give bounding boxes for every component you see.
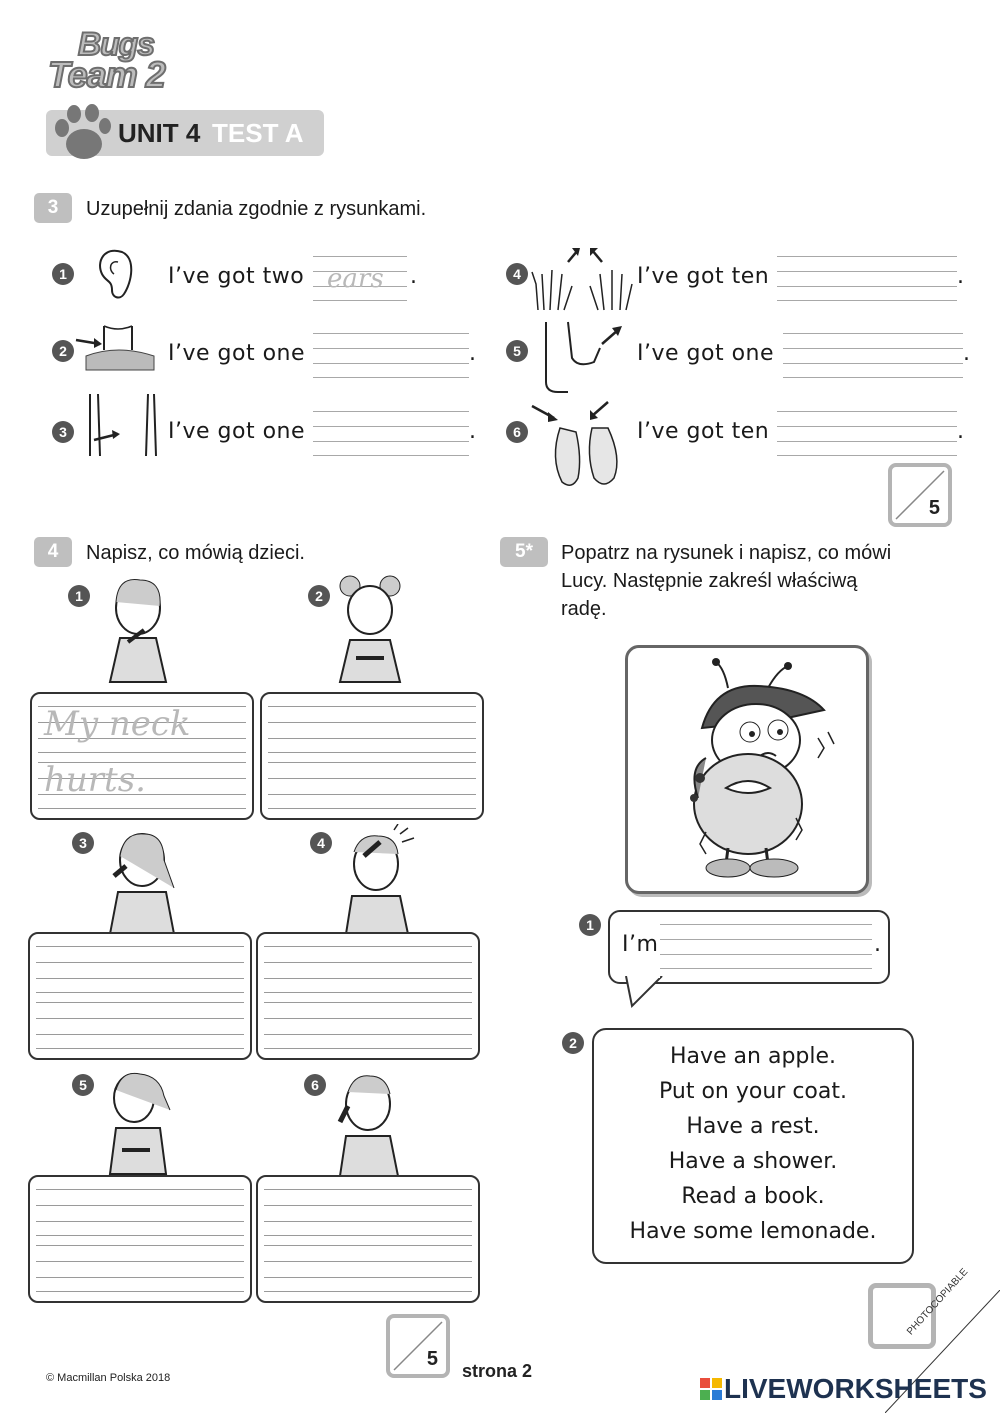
task3-item5-text: I’ve got one bbox=[637, 341, 775, 366]
task4-item1-answer-box[interactable] bbox=[30, 692, 254, 820]
task3-score-value: 5 bbox=[928, 497, 940, 519]
speech-bubble bbox=[608, 910, 890, 984]
task4-score-box[interactable] bbox=[386, 1314, 450, 1378]
logo-line2: Team 2 bbox=[48, 54, 165, 95]
task4-item6-answer-box[interactable] bbox=[256, 1175, 480, 1303]
task5-instruction-line3: radę. bbox=[561, 598, 607, 620]
task3-item5-number: 5 bbox=[506, 340, 528, 362]
task3-item6-answer[interactable] bbox=[777, 411, 957, 455]
task5-q2-number: 2 bbox=[562, 1032, 584, 1054]
girl-toothache-icon bbox=[94, 826, 194, 936]
photocopiable-label: PHOTOCOPIABLE bbox=[905, 1266, 971, 1338]
task3-item1-number: 1 bbox=[52, 263, 74, 285]
task3-item5-answer[interactable] bbox=[783, 333, 963, 377]
task3-item6-text: I’ve got ten bbox=[637, 419, 770, 444]
task4-item2-answer-box[interactable] bbox=[260, 692, 484, 820]
girl-stomach-ache-icon bbox=[330, 572, 410, 694]
paw-icon bbox=[50, 104, 114, 164]
task3-item6-number: 6 bbox=[506, 421, 528, 443]
copyright: © Macmillan Polska 2018 bbox=[46, 1372, 171, 1384]
boy-earache-icon bbox=[326, 1068, 406, 1178]
task4-item4-number: 4 bbox=[310, 832, 332, 854]
task3-item4-text: I’ve got ten bbox=[637, 264, 770, 289]
task5-instruction-line1: Popatrz na rysunek i napisz, co mówi bbox=[561, 542, 892, 564]
boy-headache-icon bbox=[334, 824, 424, 936]
task5-number: 5* bbox=[500, 537, 548, 567]
advice-option-3[interactable]: Have a rest. bbox=[686, 1114, 820, 1139]
task3-item3-text: I’ve got one bbox=[168, 419, 306, 444]
speech-bubble-tail bbox=[620, 976, 668, 1010]
fingers-icon bbox=[528, 244, 636, 314]
task4-item1-answer-line1: My neck bbox=[44, 704, 191, 744]
knee-icon bbox=[538, 318, 628, 396]
task5-q1-period: . bbox=[874, 932, 881, 957]
task3-item3-number: 3 bbox=[52, 421, 74, 443]
girl-backache-icon bbox=[100, 1066, 180, 1178]
task3-item4-answer[interactable] bbox=[777, 256, 957, 300]
advice-option-5[interactable]: Read a book. bbox=[681, 1184, 825, 1209]
task3-item1-text: I’ve got two bbox=[168, 264, 305, 289]
test-label: TEST A bbox=[212, 118, 304, 148]
ear-icon bbox=[92, 246, 134, 302]
task3-instruction: Uzupełnij zdania zgodnie z rysunkami. bbox=[86, 198, 427, 220]
task3-item1-answer[interactable] bbox=[313, 256, 407, 300]
liveworksheets-icon bbox=[700, 1378, 722, 1400]
task3-item3-period: . bbox=[469, 419, 476, 444]
advice-option-6[interactable]: Have some lemonade. bbox=[629, 1219, 877, 1244]
task3-number: 3 bbox=[34, 193, 72, 223]
task3-item3-answer[interactable] bbox=[313, 411, 469, 455]
task3-item4-number: 4 bbox=[506, 263, 528, 285]
task5-q1-answer[interactable] bbox=[660, 924, 872, 968]
task3-item2-text: I’ve got one bbox=[168, 341, 306, 366]
task4-instruction: Napisz, co mówią dzieci. bbox=[86, 542, 305, 564]
neck-icon bbox=[74, 320, 160, 374]
bugs-team-logo bbox=[48, 26, 198, 95]
task3-item2-answer[interactable] bbox=[313, 333, 469, 377]
liveworksheets-brand bbox=[700, 1373, 987, 1405]
task3-item6-period: . bbox=[957, 419, 964, 444]
task4-item1-answer-line2: hurts. bbox=[44, 760, 146, 800]
task4-item1-number: 1 bbox=[68, 585, 90, 607]
task4-item3-number: 3 bbox=[72, 832, 94, 854]
liveworksheets-text: LIVEWORKSHEETS bbox=[724, 1373, 987, 1404]
task4-score-value: 5 bbox=[426, 1348, 438, 1370]
task5-instruction-line2: Lucy. Następnie zakreśl właściwą bbox=[561, 570, 858, 592]
advice-option-4[interactable]: Have a shower. bbox=[668, 1149, 838, 1174]
lucy-picture-frame bbox=[625, 645, 869, 894]
task3-item2-period: . bbox=[469, 341, 476, 366]
task3-item4-period: . bbox=[957, 264, 964, 289]
task3-item1-period: . bbox=[410, 264, 417, 289]
task3-item2-number: 2 bbox=[52, 340, 74, 362]
task5-q1-prefix: I’m bbox=[622, 932, 659, 957]
advice-option-1[interactable]: Have an apple. bbox=[669, 1044, 837, 1069]
task5-q1-number: 1 bbox=[579, 914, 601, 936]
task4-item6-number: 6 bbox=[304, 1074, 326, 1096]
task3-item1-answer-text: ears bbox=[327, 264, 384, 294]
back-icon bbox=[84, 392, 160, 458]
unit-banner bbox=[46, 110, 324, 156]
lucy-cold-ladybird-icon bbox=[628, 648, 866, 891]
task3-score-box[interactable] bbox=[888, 463, 952, 527]
task4-item2-number: 2 bbox=[308, 585, 330, 607]
advice-box bbox=[592, 1028, 914, 1264]
page-number: strona 2 bbox=[462, 1361, 533, 1381]
task4-item5-number: 5 bbox=[72, 1074, 94, 1096]
task4-item3-answer-box[interactable] bbox=[28, 932, 252, 1060]
unit-label: UNIT 4 bbox=[118, 118, 201, 148]
girl-neck-ache-icon bbox=[98, 572, 178, 694]
task4-item4-answer-box[interactable] bbox=[256, 932, 480, 1060]
task3-item5-period: . bbox=[963, 341, 970, 366]
logo-line1: Bugs bbox=[78, 26, 154, 62]
advice-option-2[interactable]: Put on your coat. bbox=[659, 1079, 847, 1104]
toes-icon bbox=[530, 398, 630, 490]
task4-item5-answer-box[interactable] bbox=[28, 1175, 252, 1303]
task4-number: 4 bbox=[34, 537, 72, 567]
